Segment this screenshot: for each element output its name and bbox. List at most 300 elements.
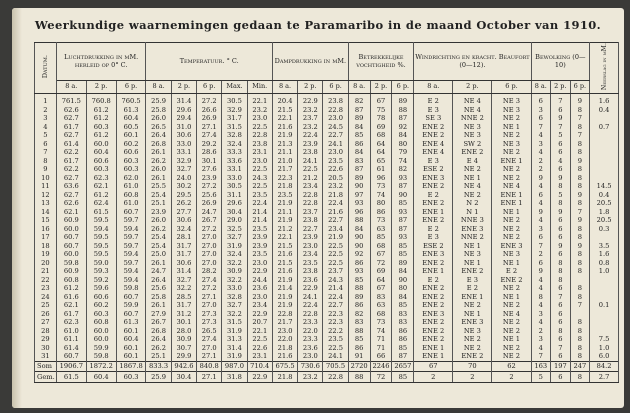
table-cell: 24.1 — [298, 157, 323, 166]
table-cell: NE 4 — [453, 97, 492, 106]
table-cell: 9 — [570, 191, 590, 200]
cloud-header: Bewolking (0—10) — [531, 43, 590, 81]
table-cell: 27.2 — [197, 182, 222, 191]
table-cell: 29.4 — [171, 114, 196, 123]
table-cell: 60.1 — [116, 352, 146, 361]
table-cell: 8 — [570, 233, 590, 242]
table-cell: 67 — [370, 250, 392, 259]
summary-cell: 2246 — [370, 361, 392, 372]
table-cell: 31.5 — [222, 318, 247, 327]
table-cell: 30.6 — [171, 131, 196, 140]
table-cell: 83 — [370, 293, 392, 302]
table-cell: 8 — [570, 106, 590, 115]
table-cell: NE 1 — [492, 208, 531, 217]
table-cell: 4 — [551, 157, 571, 166]
table-cell: 4 — [531, 301, 551, 310]
table-cell: 7 — [551, 344, 571, 353]
table-cell: 61.2 — [86, 106, 116, 115]
table-cell: 96 — [348, 208, 370, 217]
table-cell: 25.4 — [146, 242, 171, 251]
table-cell: 6 — [551, 310, 571, 319]
table-cell: 8 — [570, 259, 590, 268]
table-cell: 28 — [35, 327, 57, 336]
table-row — [35, 327, 619, 336]
table-cell: 21.9 — [323, 233, 348, 242]
table-cell: 88 — [348, 284, 370, 293]
table-cell: 23.0 — [323, 114, 348, 123]
table-cell: 6 — [551, 106, 571, 115]
table-row — [35, 208, 619, 217]
table-cell: 62.1 — [86, 182, 116, 191]
table-cell: 760.5 — [116, 97, 146, 106]
table-cell: 2 — [531, 157, 551, 166]
table-cell: 6 — [531, 233, 551, 242]
table-cell: 27.0 — [197, 233, 222, 242]
table-cell: 60.3 — [86, 310, 116, 319]
table-cell: 60.2 — [86, 301, 116, 310]
table-cell — [590, 318, 619, 327]
table-cell: 21.9 — [272, 276, 297, 285]
table-cell: 20.5 — [590, 199, 619, 208]
table-cell: ENE 2 — [414, 301, 453, 310]
table-cell: 83 — [392, 318, 414, 327]
table-row — [35, 276, 619, 285]
table-cell: 88 — [348, 216, 370, 225]
table-cell: ENE 1 — [414, 208, 453, 217]
table-cell: NE 3 — [492, 97, 531, 106]
table-cell: ENE 1 — [414, 344, 453, 353]
table-cell: 30.5 — [222, 182, 247, 191]
table-cell: 21.0 — [272, 157, 297, 166]
table-cell: 61.3 — [116, 318, 146, 327]
table-cell: 33.0 — [222, 284, 247, 293]
summary-cell: 8 — [570, 372, 590, 383]
table-cell: 23.2 — [323, 182, 348, 191]
table-cell: 31.5 — [222, 123, 247, 132]
table-cell: 6 — [551, 216, 571, 225]
summary-cell: 197 — [551, 361, 571, 372]
table-cell: 62.2 — [56, 148, 86, 157]
table-cell: 84 — [392, 267, 414, 276]
table-cell: 23.9 — [197, 174, 222, 183]
table-cell: 61.0 — [116, 182, 146, 191]
table-cell: 24.3 — [247, 174, 272, 183]
table-cell: 59.2 — [86, 276, 116, 285]
table-cell: ENE 3 — [414, 250, 453, 259]
summary-cell: Gem. — [35, 372, 57, 383]
table-cell: 8 — [570, 123, 590, 132]
table-cell: 6 — [551, 233, 571, 242]
table-cell: ENE 2 — [492, 276, 531, 285]
wind-header: Windrichting en kracht. Beaufort (0—12). — [414, 43, 531, 81]
table-cell: 23.0 — [247, 293, 272, 302]
table-cell: 8 — [551, 259, 571, 268]
table-cell: 31.9 — [222, 352, 247, 361]
table-cell: 60.7 — [116, 310, 146, 319]
summary-cell: 70 — [453, 361, 492, 372]
table-cell: 59.5 — [86, 250, 116, 259]
table-cell: 23.4 — [298, 250, 323, 259]
table-cell: 23.3 — [298, 335, 323, 344]
table-cell: 6 — [35, 140, 57, 149]
subheader-cell: 8 a. — [348, 81, 370, 94]
table-cell: 22.4 — [323, 199, 348, 208]
table-cell: 62.6 — [56, 199, 86, 208]
table-cell: 11 — [35, 182, 57, 191]
table-cell: 22.5 — [323, 250, 348, 259]
table-cell: 90 — [348, 242, 370, 251]
table-cell: 90 — [348, 182, 370, 191]
summary-cell: 61.5 — [56, 372, 86, 383]
table-cell: 28.6 — [197, 148, 222, 157]
table-cell: 0.3 — [590, 225, 619, 234]
table-cell: 21.6 — [323, 208, 348, 217]
table-cell: 22.8 — [298, 191, 323, 200]
table-cell: 59.6 — [86, 284, 116, 293]
table-cell: 22.7 — [323, 301, 348, 310]
table-cell: 8 — [531, 293, 551, 302]
table-cell: 61.7 — [56, 123, 86, 132]
table-cell: 23.0 — [247, 114, 272, 123]
table-cell: 60.1 — [116, 327, 146, 336]
table-cell: 6 — [531, 259, 551, 268]
table-cell — [590, 174, 619, 183]
table-cell: 1 — [35, 97, 57, 106]
table-cell: 63 — [370, 301, 392, 310]
summary-cell: 5 — [531, 372, 551, 383]
table-cell: ENE 2 — [453, 148, 492, 157]
table-cell: 8 — [551, 199, 571, 208]
table-cell: 32.2 — [222, 276, 247, 285]
table-row — [35, 318, 619, 327]
table-cell: 60.3 — [116, 165, 146, 174]
table-row — [35, 114, 619, 123]
table-cell — [590, 140, 619, 149]
table-cell: 59.8 — [116, 284, 146, 293]
table-row — [35, 293, 619, 302]
table-cell: 33.1 — [171, 148, 196, 157]
table-cell: 22.5 — [323, 344, 348, 353]
table-cell: 22.1 — [272, 233, 297, 242]
table-cell: 29.0 — [222, 216, 247, 225]
table-cell: ENE 2 — [414, 199, 453, 208]
table-cell: 6 — [551, 352, 571, 361]
table-cell: 0.8 — [590, 259, 619, 268]
table-cell: 26.2 — [146, 344, 171, 353]
table-cell: 3 — [531, 140, 551, 149]
table-cell: ENE 3 — [414, 174, 453, 183]
table-cell: 31.9 — [222, 327, 247, 336]
table-cell: 32.7 — [171, 165, 196, 174]
table-cell: 32.9 — [222, 106, 247, 115]
table-cell: NE 3 — [453, 123, 492, 132]
table-cell: 86 — [348, 344, 370, 353]
table-cell: ENE 2 — [414, 182, 453, 191]
table-cell: 21.1 — [272, 208, 297, 217]
table-row — [35, 174, 619, 183]
table-cell: 9 — [570, 216, 590, 225]
table-cell: 761.5 — [56, 97, 86, 106]
table-cell: 8 — [570, 318, 590, 327]
table-cell: 82 — [392, 165, 414, 174]
table-cell: ENE 2 — [414, 216, 453, 225]
table-cell: 6 — [551, 301, 571, 310]
table-cell: 760.8 — [86, 97, 116, 106]
subheader-cell: 6 p. — [492, 81, 531, 94]
table-cell: 22.2 — [323, 327, 348, 336]
table-cell: ENE 3 — [414, 310, 453, 319]
table-cell: 21.6 — [272, 123, 297, 132]
table-cell: 88 — [348, 327, 370, 336]
rain-header: Neerslag in mM. — [590, 43, 619, 94]
table-cell: 21.9 — [272, 199, 297, 208]
table-cell: ENE 3 — [492, 242, 531, 251]
table-cell: ENE 2 — [414, 293, 453, 302]
table-cell: 30.4 — [222, 208, 247, 217]
table-cell: 7.5 — [590, 335, 619, 344]
table-cell: NE 2 — [492, 114, 531, 123]
table-cell: 87 — [392, 352, 414, 361]
table-cell: 31 — [35, 352, 57, 361]
table-cell: 25.6 — [197, 191, 222, 200]
page-title: Weerkundige waarnemingen gedaan te Paramaribo in de maand October van 1910. — [34, 18, 602, 32]
table-cell: 4 — [531, 284, 551, 293]
table-cell: 31.3 — [222, 335, 247, 344]
table-cell: ENE 2 — [414, 131, 453, 140]
table-cell: 24.3 — [323, 276, 348, 285]
table-cell: 7 — [531, 352, 551, 361]
table-cell: 21.5 — [272, 259, 297, 268]
table-cell: 31.7 — [222, 114, 247, 123]
table-cell: 32.2 — [222, 310, 247, 319]
table-cell: 61.2 — [86, 131, 116, 140]
table-cell: 62.0 — [116, 174, 146, 183]
table-cell: 85 — [370, 233, 392, 242]
table-cell: 61.2 — [56, 284, 86, 293]
summary-cell: 22.8 — [323, 372, 348, 383]
table-cell: 7 — [35, 148, 57, 157]
table-cell: ENE 3 — [453, 318, 492, 327]
group-header-row — [35, 43, 619, 81]
table-cell: 21.1 — [272, 148, 297, 157]
table-cell: 87 — [392, 182, 414, 191]
table-cell: 6 — [551, 225, 571, 234]
table-cell: 26.0 — [146, 216, 171, 225]
table-cell — [590, 148, 619, 157]
table-cell: 30.2 — [171, 182, 196, 191]
table-cell: 8 — [551, 182, 571, 191]
table-cell: ENE 2 — [414, 318, 453, 327]
table-cell: ENE 2 — [414, 123, 453, 132]
table-cell: 21.9 — [272, 131, 297, 140]
table-cell: 27.7 — [171, 208, 196, 217]
table-cell: 22.7 — [323, 131, 348, 140]
table-cell: 25.8 — [146, 106, 171, 115]
table-cell: 1.8 — [590, 208, 619, 217]
table-cell: 93 — [392, 208, 414, 217]
table-cell: 8 — [570, 148, 590, 157]
table-cell: 60.2 — [116, 140, 146, 149]
table-cell: 27.0 — [197, 344, 222, 353]
table-cell: 29.9 — [171, 352, 196, 361]
table-cell: E 3 — [414, 106, 453, 115]
table-cell: 20 — [35, 259, 57, 268]
table-cell: 64 — [370, 148, 392, 157]
table-cell: 14 — [35, 208, 57, 217]
table-cell: 4 — [531, 148, 551, 157]
table-cell: 32.4 — [222, 250, 247, 259]
table-cell: 25.5 — [146, 182, 171, 191]
table-cell: 8 — [570, 344, 590, 353]
table-cell: 21.8 — [272, 344, 297, 353]
table-cell: 21.2 — [298, 174, 323, 183]
table-cell: 89 — [348, 174, 370, 183]
table-cell: 59.7 — [116, 242, 146, 251]
table-cell: 64 — [370, 140, 392, 149]
subheader-cell: Min. — [247, 81, 272, 94]
table-cell: 23.4 — [247, 301, 272, 310]
table-cell: 24.1 — [323, 140, 348, 149]
table-cell: 64 — [370, 276, 392, 285]
table-cell: 71 — [370, 344, 392, 353]
table-cell: NE 1 — [453, 242, 492, 251]
table-cell: 21.4 — [247, 208, 272, 217]
table-cell: 31.7 — [171, 301, 196, 310]
table-row — [35, 233, 619, 242]
table-cell: 68 — [370, 310, 392, 319]
table-cell: 73 — [370, 318, 392, 327]
table-cell: 61.7 — [56, 310, 86, 319]
table-cell: 97 — [348, 191, 370, 200]
summary-cell: 72 — [370, 372, 392, 383]
table-cell: 69 — [370, 123, 392, 132]
table-cell: 59.7 — [116, 233, 146, 242]
table-cell: 21.4 — [272, 284, 297, 293]
table-cell: NE 2 — [453, 165, 492, 174]
table-cell: N 2 — [453, 199, 492, 208]
table-cell: 8 — [570, 140, 590, 149]
table-cell: 61.0 — [56, 327, 86, 336]
table-cell: 62.7 — [56, 131, 86, 140]
table-cell: 6 — [551, 335, 571, 344]
table-cell: NE 2 — [492, 344, 531, 353]
subheader-cell: 6 p. — [570, 81, 590, 94]
table-cell: NE 1 — [453, 310, 492, 319]
table-cell: 21.4 — [247, 216, 272, 225]
table-cell: 30.1 — [171, 318, 196, 327]
table-cell: 23.0 — [323, 148, 348, 157]
table-cell: 25.4 — [146, 191, 171, 200]
table-cell: 27.0 — [197, 259, 222, 268]
table-cell: 23.5 — [272, 191, 297, 200]
table-row — [35, 157, 619, 166]
table-cell: 9 — [570, 157, 590, 166]
table-cell: 21.5 — [272, 242, 297, 251]
table-cell: 80 — [370, 199, 392, 208]
table-cell: 20.4 — [272, 97, 297, 106]
table-cell: 21 — [35, 267, 57, 276]
subheader-cell: 8 a. — [146, 81, 171, 94]
table-cell: NNE 3 — [453, 216, 492, 225]
table-cell: 17 — [35, 233, 57, 242]
table-cell: 27.0 — [197, 250, 222, 259]
summary-cell: 23.2 — [298, 372, 323, 383]
table-cell: 23.1 — [247, 148, 272, 157]
table-cell: NE 3 — [453, 250, 492, 259]
table-cell: 5 — [551, 191, 571, 200]
table-cell: 22.8 — [298, 310, 323, 319]
table-cell: 22.6 — [323, 165, 348, 174]
table-cell: 8 — [570, 293, 590, 302]
table-cell: 86 — [392, 327, 414, 336]
table-row — [35, 267, 619, 276]
table-cell: 26.4 — [146, 335, 171, 344]
table-cell: 2 — [35, 106, 57, 115]
table-cell: 27.4 — [197, 131, 222, 140]
table-cell: 5 — [551, 131, 571, 140]
table-cell: 8 — [570, 335, 590, 344]
table-cell: 28.0 — [171, 327, 196, 336]
table-cell: 23.8 — [298, 148, 323, 157]
table-cell: 23.9 — [247, 242, 272, 251]
table-cell: 22.8 — [247, 131, 272, 140]
table-row — [35, 131, 619, 140]
table-cell: 23.0 — [298, 242, 323, 251]
table-cell: 24.7 — [197, 208, 222, 217]
table-cell: 8 — [570, 182, 590, 191]
table-cell: 65 — [370, 157, 392, 166]
table-cell: 28.5 — [171, 293, 196, 302]
table-cell: 60.8 — [86, 318, 116, 327]
table-cell: NE 3 — [492, 106, 531, 115]
table-cell: 60.4 — [86, 148, 116, 157]
table-cell: 85 — [392, 301, 414, 310]
table-cell: 23.6 — [247, 284, 272, 293]
table-cell: 84 — [392, 293, 414, 302]
table-cell: 24.5 — [323, 123, 348, 132]
table-cell: 2 — [531, 250, 551, 259]
table-cell: 22.3 — [323, 318, 348, 327]
table-cell: 13 — [35, 199, 57, 208]
table-cell: NE 4 — [492, 182, 531, 191]
summary-cell: 84.2 — [590, 361, 619, 372]
table-cell — [590, 310, 619, 319]
table-cell: ENE 1 — [453, 293, 492, 302]
table-cell: 78 — [370, 114, 392, 123]
table-cell: 27.0 — [197, 301, 222, 310]
table-row — [35, 310, 619, 319]
table-cell: 0.1 — [590, 301, 619, 310]
table-cell: 93 — [348, 267, 370, 276]
table-cell: 30.7 — [171, 344, 196, 353]
summary-cell: 247 — [570, 361, 590, 372]
table-cell: 22.9 — [247, 267, 272, 276]
table-cell: 60.6 — [86, 157, 116, 166]
summary-cell: 67 — [414, 361, 453, 372]
table-cell: 62.4 — [86, 199, 116, 208]
table-cell: NE 4 — [492, 310, 531, 319]
table-cell: 89 — [348, 114, 370, 123]
table-cell: 8 — [570, 352, 590, 361]
table-cell: 23.0 — [298, 352, 323, 361]
table-cell: 88 — [392, 106, 414, 115]
table-cell: 26.2 — [146, 225, 171, 234]
table-cell: 4 — [531, 131, 551, 140]
table-cell: ENE 2 — [414, 327, 453, 336]
subheader-cell: 8 a. — [414, 81, 453, 94]
table-cell: ESE 2 — [414, 165, 453, 174]
table-cell: 31.4 — [222, 344, 247, 353]
